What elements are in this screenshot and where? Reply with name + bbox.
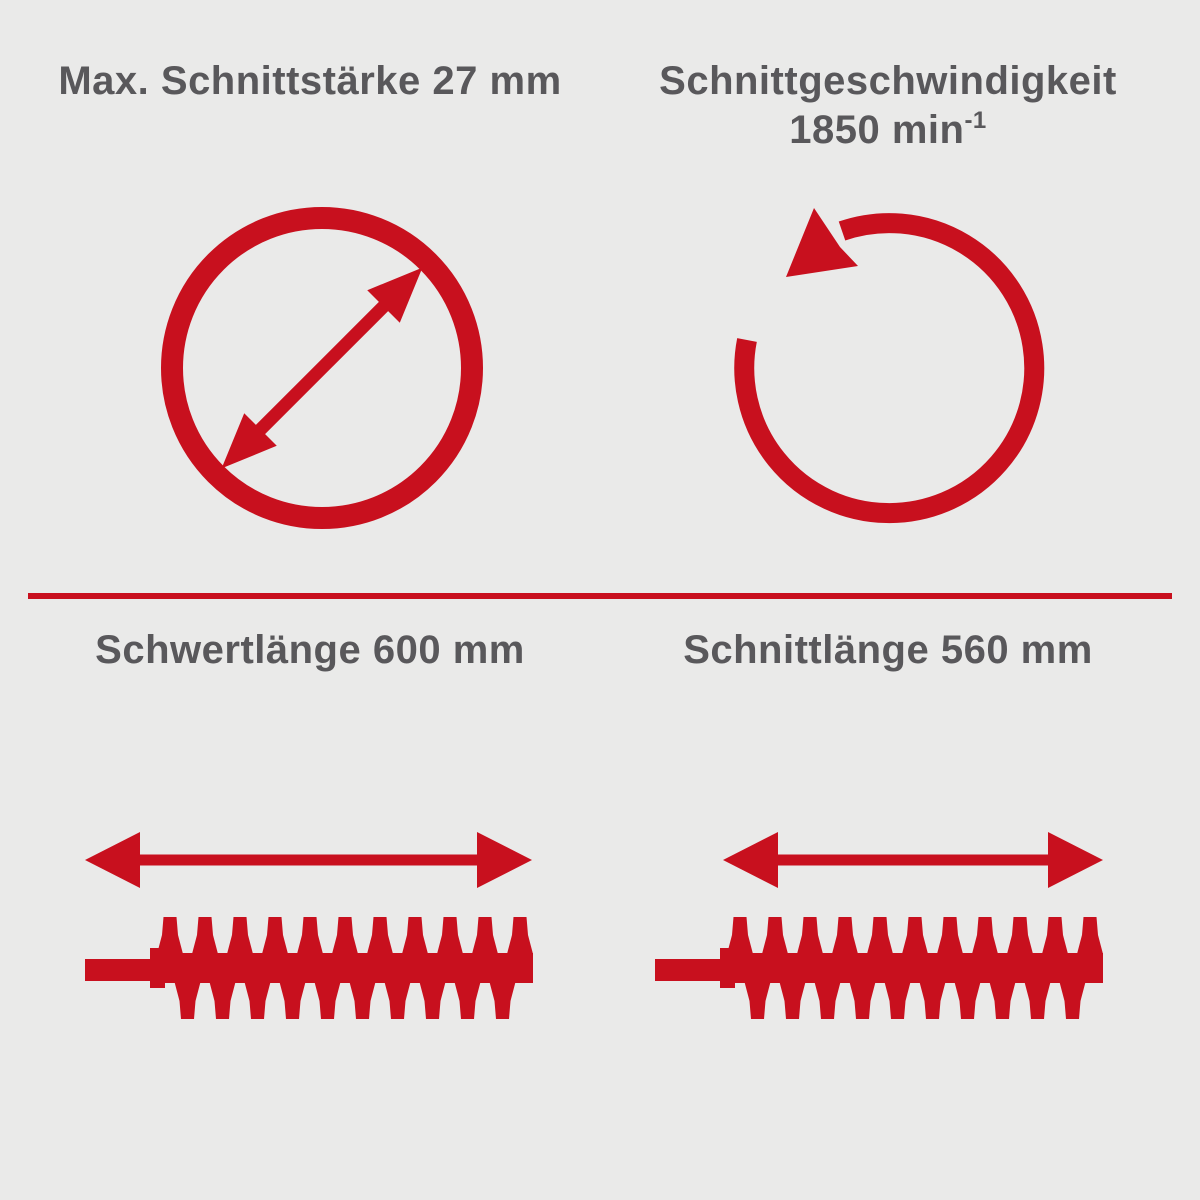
diameter-circle-diagonal-arrow-icon xyxy=(142,188,502,548)
horizontal-double-arrow xyxy=(85,832,532,888)
hedge-trimmer-blade xyxy=(655,917,1103,1019)
max-cutting-thickness-title: Max. Schnittstärke 27 mm xyxy=(58,59,562,103)
cutting-speed-title xyxy=(588,57,1188,160)
cutting-length-title: Schnittlänge 560 mm xyxy=(683,628,1093,672)
horizontal-double-arrow xyxy=(723,832,1103,888)
diagonal-double-arrow xyxy=(205,251,438,484)
rotation-arc xyxy=(744,223,1034,513)
hedge-trimmer-blade xyxy=(85,917,533,1019)
rotation-arrow-icon xyxy=(710,185,1070,545)
double-arrow-hedge-blade-icon xyxy=(85,830,540,1020)
section-divider-line xyxy=(28,593,1172,599)
rotation-arrowhead xyxy=(786,208,858,277)
cutting-speed-value: 1850 min xyxy=(789,108,965,152)
cutting-speed-title-line1: Schnittgeschwindigkeit xyxy=(659,59,1117,103)
cutting-speed-value-exponent: -1 xyxy=(964,107,987,134)
double-arrow-hedge-blade-icon xyxy=(655,830,1110,1020)
blade-length-title: Schwertlänge 600 mm xyxy=(95,628,525,672)
